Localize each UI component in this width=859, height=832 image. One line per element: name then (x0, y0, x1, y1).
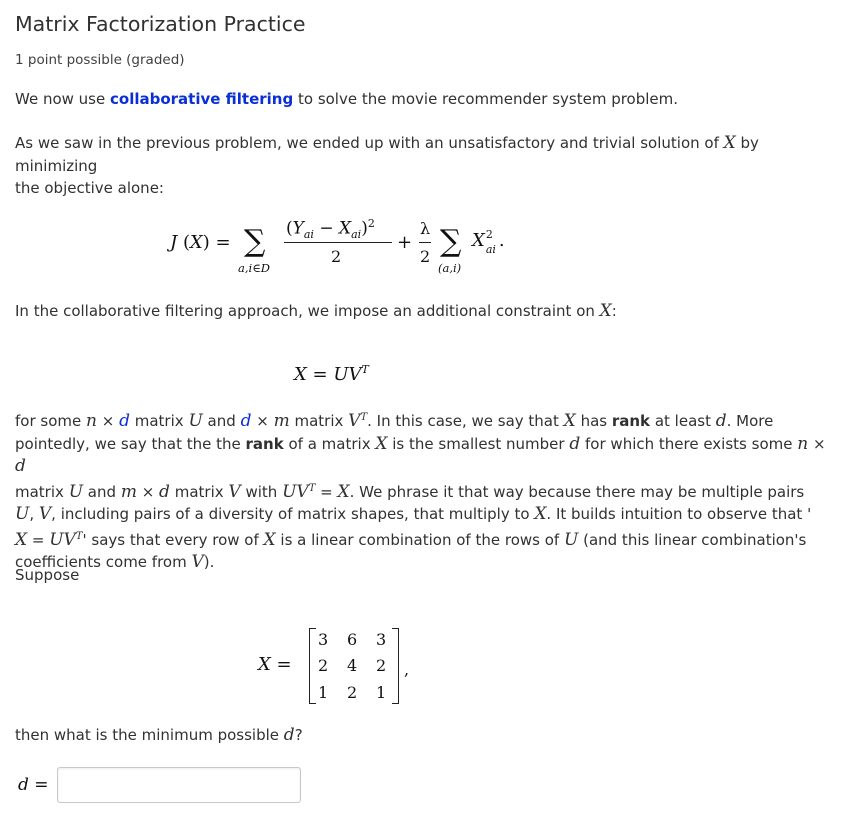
matrix-cell: 2 (376, 656, 387, 675)
question-var: d (283, 725, 295, 745)
sum-subscript: a,i∈D (238, 261, 270, 275)
rank-l3-d: with (245, 482, 278, 501)
question-text (15, 725, 303, 745)
matrix-cell: 1 (318, 683, 329, 702)
sum-symbol-2: ∑ (440, 224, 462, 259)
rank-term-2: rank (245, 434, 284, 453)
previous-line2: the objective alone: (15, 179, 164, 197)
rank-l2-a: pointedly, we say that the the (15, 434, 241, 453)
problem-title: Matrix Factorization Practice (15, 12, 306, 36)
answer-input[interactable] (57, 767, 301, 803)
rank-l2-b: of a matrix (288, 434, 371, 453)
matrix-lhs: X = (258, 654, 292, 675)
rank-l1-b: matrix (134, 412, 184, 430)
previous-line1: As we saw in the previous problem, we ended up with an unsatisfactory and trivial solution of (15, 134, 719, 152)
question-prefix: then what is the minimum possible (15, 726, 280, 744)
constraint-text: In the collaborative filtering approach, we impose an additional constraint on (15, 302, 595, 320)
constraint-paragraph: In the collaborative filtering approach, we impose an additional constraint on X: (15, 301, 617, 321)
rank-l3-e: . We phrase it that way because there may be multiple pairs (349, 482, 805, 501)
question-mark: ? (294, 726, 303, 744)
rank-paragraph: for some n × d matrix U and d × m matrix $V^T$. In this case, we say that X has rank at least d. More pointedly, we say that the the rank of a matrix X is the smallest number d for which there exists some n × d matrix U and m × d matrix V with $UV^T = X$. We phrase it that way because there may be multiple pairs U, V, including pairs of a diversity of matrix shapes, that multiply to X. It builds intuition to observe that ' $X = UV^T'$ says that every row of X is a linear combination of the rows of U (and this linear combination's coefficients come from V). (15, 411, 826, 572)
rank-l1-c: and (207, 412, 236, 430)
numerator: $(Y_{ai} - X_{ai})^2$ (286, 217, 375, 242)
intro-suffix: to solve the movie recommender system problem. (293, 90, 679, 108)
matrix-cell: 1 (376, 683, 387, 702)
rank-l2-d: for which there exists some (585, 434, 793, 453)
rank-l2-c: is the smallest number (392, 434, 565, 453)
matrix-cell: 3 (376, 630, 387, 649)
rank-l3-a: matrix (15, 482, 64, 501)
rank-l4-b: . It builds intuition to observe that ' (546, 505, 812, 523)
previous-paragraph (15, 132, 830, 200)
rank-l5-a: ' says that every row of (82, 530, 259, 549)
collaborative-filtering-term: collaborative filtering (110, 90, 294, 108)
sum-symbol: ∑ (244, 224, 266, 259)
rank-l5-b: is a linear combination of the rows of (280, 530, 560, 549)
points-possible: 1 point possible (graded) (15, 52, 185, 68)
rank-l3-b: and (87, 482, 117, 501)
intro-paragraph (15, 88, 830, 111)
rank-l1-e: . In this case, we say that (367, 412, 559, 430)
matrix-cell: 6 (347, 630, 358, 649)
rank-l6-a: coefficients come from (15, 553, 187, 571)
matrix-cell: 2 (347, 683, 358, 702)
previous-line1-suffix: by minimizing (15, 134, 759, 175)
matrix-comma: , (404, 660, 410, 679)
suppose-label: Suppose (15, 566, 80, 584)
two: 2 (420, 247, 431, 266)
lambda: λ (420, 219, 431, 238)
intro-prefix: We now use (15, 90, 110, 108)
rank-l5-c: (and this linear combination's (583, 530, 807, 549)
denominator: 2 (331, 247, 342, 266)
rank-l4-a: , including pairs of a diversity of matrix shapes, that multiply to (51, 505, 530, 523)
rank-l1-f: has (580, 412, 608, 430)
math-x2: X (599, 301, 612, 321)
plus-sign: + (397, 232, 413, 253)
math-x: X (723, 133, 736, 153)
rank-term: rank (611, 412, 651, 430)
rank-l1-d: matrix (294, 412, 344, 430)
rank-l6-b: ). (203, 553, 215, 571)
factorization-equation: $X = UV^T$ (294, 363, 369, 385)
matrix-cell: 3 (318, 630, 329, 649)
rank-l1-g: at least (654, 412, 711, 430)
rank-l1-h: . More (726, 412, 774, 430)
matrix-cell: 4 (347, 656, 358, 675)
x-squared-term: X 2 ai . (472, 228, 505, 256)
answer-label: d = (18, 775, 49, 795)
sum-subscript-2: (a,i) (438, 261, 462, 275)
rank-l3-c: matrix (174, 482, 224, 501)
matrix-cell: 2 (318, 656, 329, 675)
rank-l1-a: for some (15, 412, 82, 430)
